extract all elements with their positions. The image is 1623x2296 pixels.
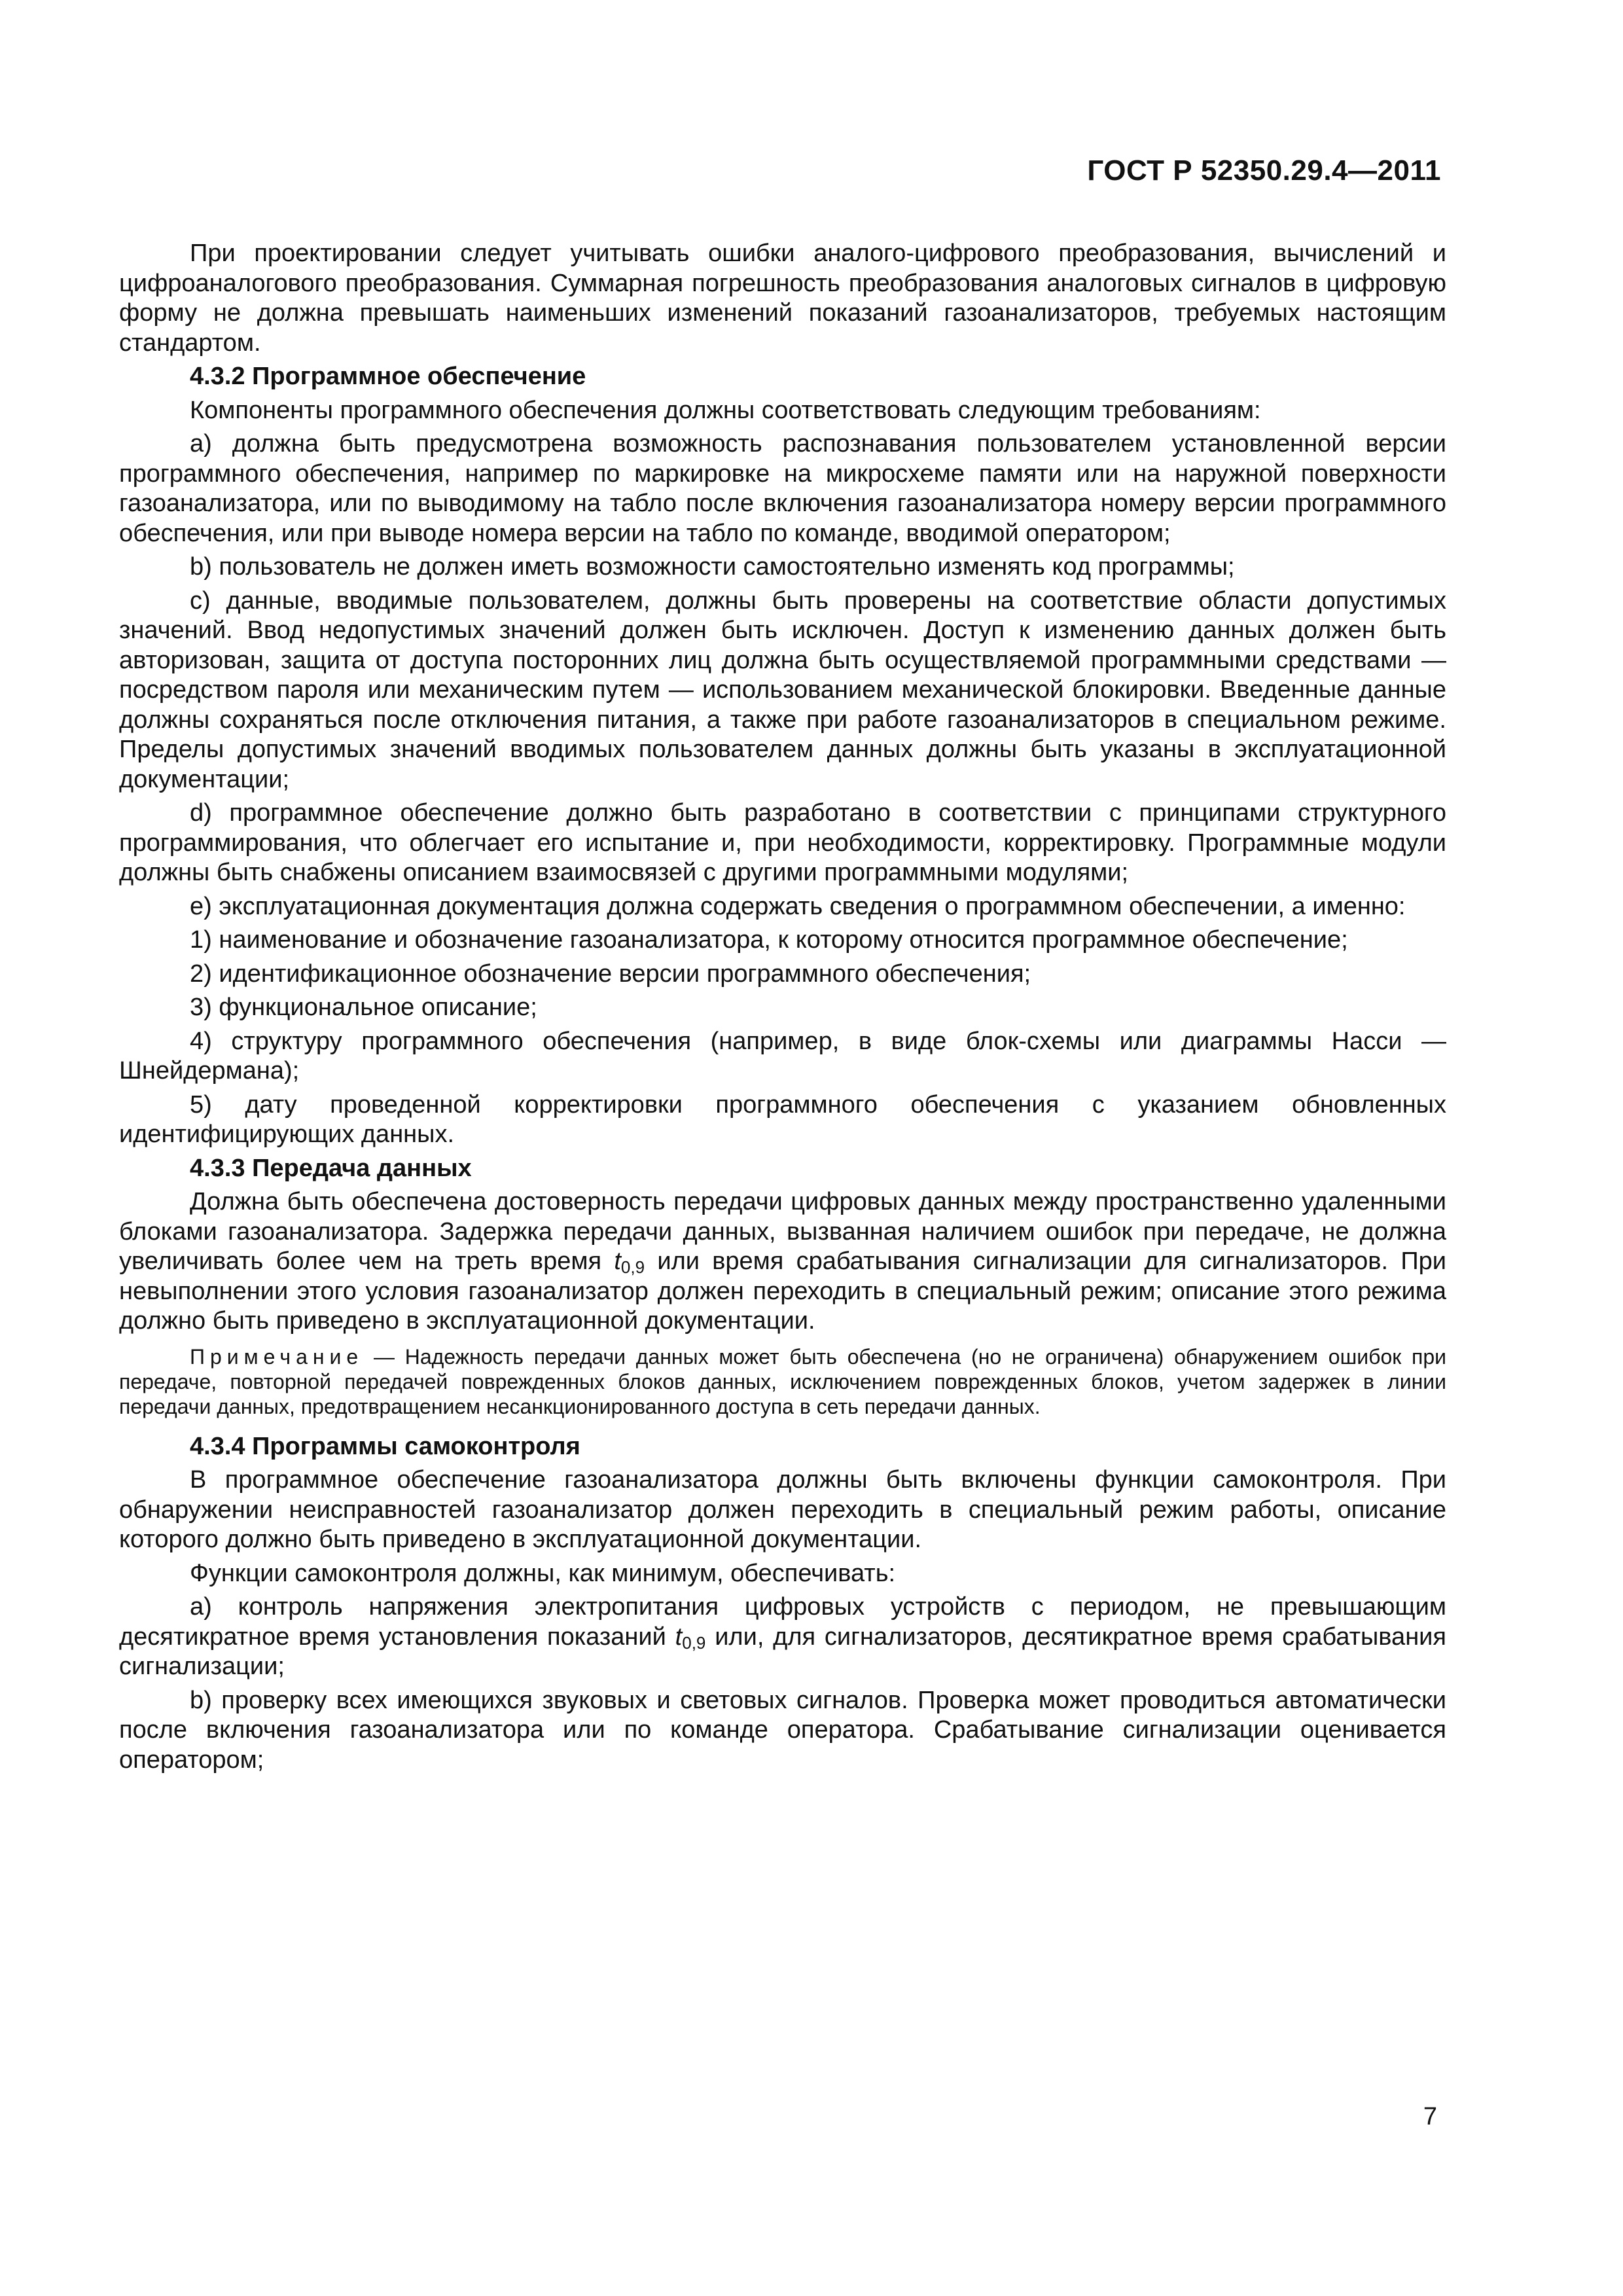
list-item-d: d) программное обеспечение должно быть разработано в соответствии с принципами структурного программирования, что облегчает его испытание и, при необходимости, корректировку. Программные модули должны быть снабжены описанием взаимосвязей с другими программными модулями; bbox=[119, 799, 1446, 886]
section-heading-4-3-2: 4.3.2 Программное обеспечение bbox=[190, 363, 586, 390]
paragraph: Функции самоконтроля должны, как минимум, обеспечивать: bbox=[190, 1559, 896, 1587]
symbol-subscript: 0,9 bbox=[620, 1257, 645, 1277]
paragraph: Компоненты программного обеспечения должны соответствовать следующим требованиям: bbox=[190, 396, 1261, 424]
page-number: 7 bbox=[1423, 2103, 1437, 2130]
symbol-subscript: 0,9 bbox=[682, 1632, 706, 1653]
list-item-e: e) эксплуатационная документация должна содержать сведения о программном обеспечении, а именно: bbox=[190, 892, 1406, 920]
note bbox=[119, 1344, 1446, 1419]
text-run: или время срабатывания сигнализации для сигнализаторов. При невыполнении этого условия газоанализатор должен переходить в специальный режим; описание этого режима должно быть приведено в эксплуатационной документации. bbox=[119, 1247, 1446, 1335]
text-run: a) контроль напряжения электропитания цифровых устройств с периодом, не превышающим десятикратное время установления показаний bbox=[119, 1593, 1446, 1651]
text-run: Должна быть обеспечена достоверность передачи цифровых данных между пространственно удаленными блоками газоанализатора. Задержка передачи данных, вызванная наличием ошибок при передаче, не должна увеличивать более чем на треть время bbox=[119, 1188, 1446, 1275]
note-text: — Надежность передачи данных может быть обеспечена (но не ограничена) обнаружением ошибок при передаче, повторной передачей поврежденных блоков данных, исключением поврежденных блоков, учетом задержек в линии передачи данных, предотвращением несанкционированного доступа в сеть передачи данных. bbox=[119, 1344, 1446, 1418]
symbol-t: t bbox=[675, 1623, 683, 1651]
document-body bbox=[119, 239, 1446, 1779]
sublist-item-2: 2) идентификационное обозначение версии программного обеспечения; bbox=[190, 960, 1031, 988]
self-check-item-a bbox=[119, 1592, 1446, 1682]
sublist-item-1: 1) наименование и обозначение газоанализатора, к которому относится программное обеспечение; bbox=[190, 926, 1348, 954]
list-item-b: b) пользователь не должен иметь возможности самостоятельно изменять код программы; bbox=[190, 553, 1235, 581]
list-item-c: c) данные, вводимые пользователем, должны быть проверены на соответствие области допустимых значений. Ввод недопустимых значений должен быть исключен. Доступ к изменению данных должен быть авторизован, защита от доступа посторонних лиц должна быть осуществляемой программными средствами — посредством пароля или механическим путем — использованием механической блокировки. Введенные данные должны сохраняться после отключения питания, а также при работе газоанализаторов в специальном режиме. Пределы допустимых значений вводимых пользователем данных должны быть указаны в эксплуатационной документации; bbox=[119, 586, 1446, 793]
sublist-item-3: 3) функциональное описание; bbox=[190, 994, 537, 1021]
sublist-item-4: 4) структуру программного обеспечения (например, в виде блок-схемы или диаграммы Насси — Шнейдермана); bbox=[119, 1027, 1446, 1085]
sublist-item-5: 5) дату проведенной корректировки программного обеспечения с указанием обновленных идентифицирующих данных. bbox=[119, 1090, 1446, 1148]
list-item-a: a) должна быть предусмотрена возможность распознавания пользователем установленной версии программного обеспечения, например по маркировке на микросхеме памяти или на наружной поверхности газоанализатора, или по выводимому на табло после включения газоанализатора номеру версии программного обеспечения, или при выводе номера версии на табло по команде, вводимой оператором; bbox=[119, 430, 1446, 547]
document-code: ГОСТ Р 52350.29.4—2011 bbox=[1087, 154, 1441, 187]
paragraph: При проектировании следует учитывать ошибки аналого-цифрового преобразования, вычислений и цифроаналогового преобразования. Суммарная погрешность преобразования аналоговых сигналов в цифровую форму не должна превышать наименьших изменений показаний газоанализаторов, требуемых настоящим стандартом. bbox=[119, 240, 1446, 357]
self-check-item-b: b) проверку всех имеющихся звуковых и световых сигналов. Проверка может проводиться автоматически после включения газоанализатора или по команде оператора. Срабатывание сигнализации оценивается оператором; bbox=[119, 1686, 1446, 1774]
paragraph: В программное обеспечение газоанализатора должны быть включены функции самоконтроля. При обнаружении неисправностей газоанализатор должен переходить в специальный режим работы, описание которого должно быть приведено в эксплуатационной документации. bbox=[119, 1466, 1446, 1553]
section-heading-4-3-3: 4.3.3 Передача данных bbox=[190, 1154, 472, 1182]
paragraph-data-transfer bbox=[119, 1187, 1446, 1336]
section-heading-4-3-4: 4.3.4 Программы самоконтроля bbox=[190, 1432, 580, 1460]
symbol-t: t bbox=[614, 1247, 621, 1275]
note-label: Примечание bbox=[190, 1344, 364, 1369]
text-run: или, для сигнализаторов, десятикратное время срабатывания сигнализации; bbox=[119, 1623, 1446, 1680]
